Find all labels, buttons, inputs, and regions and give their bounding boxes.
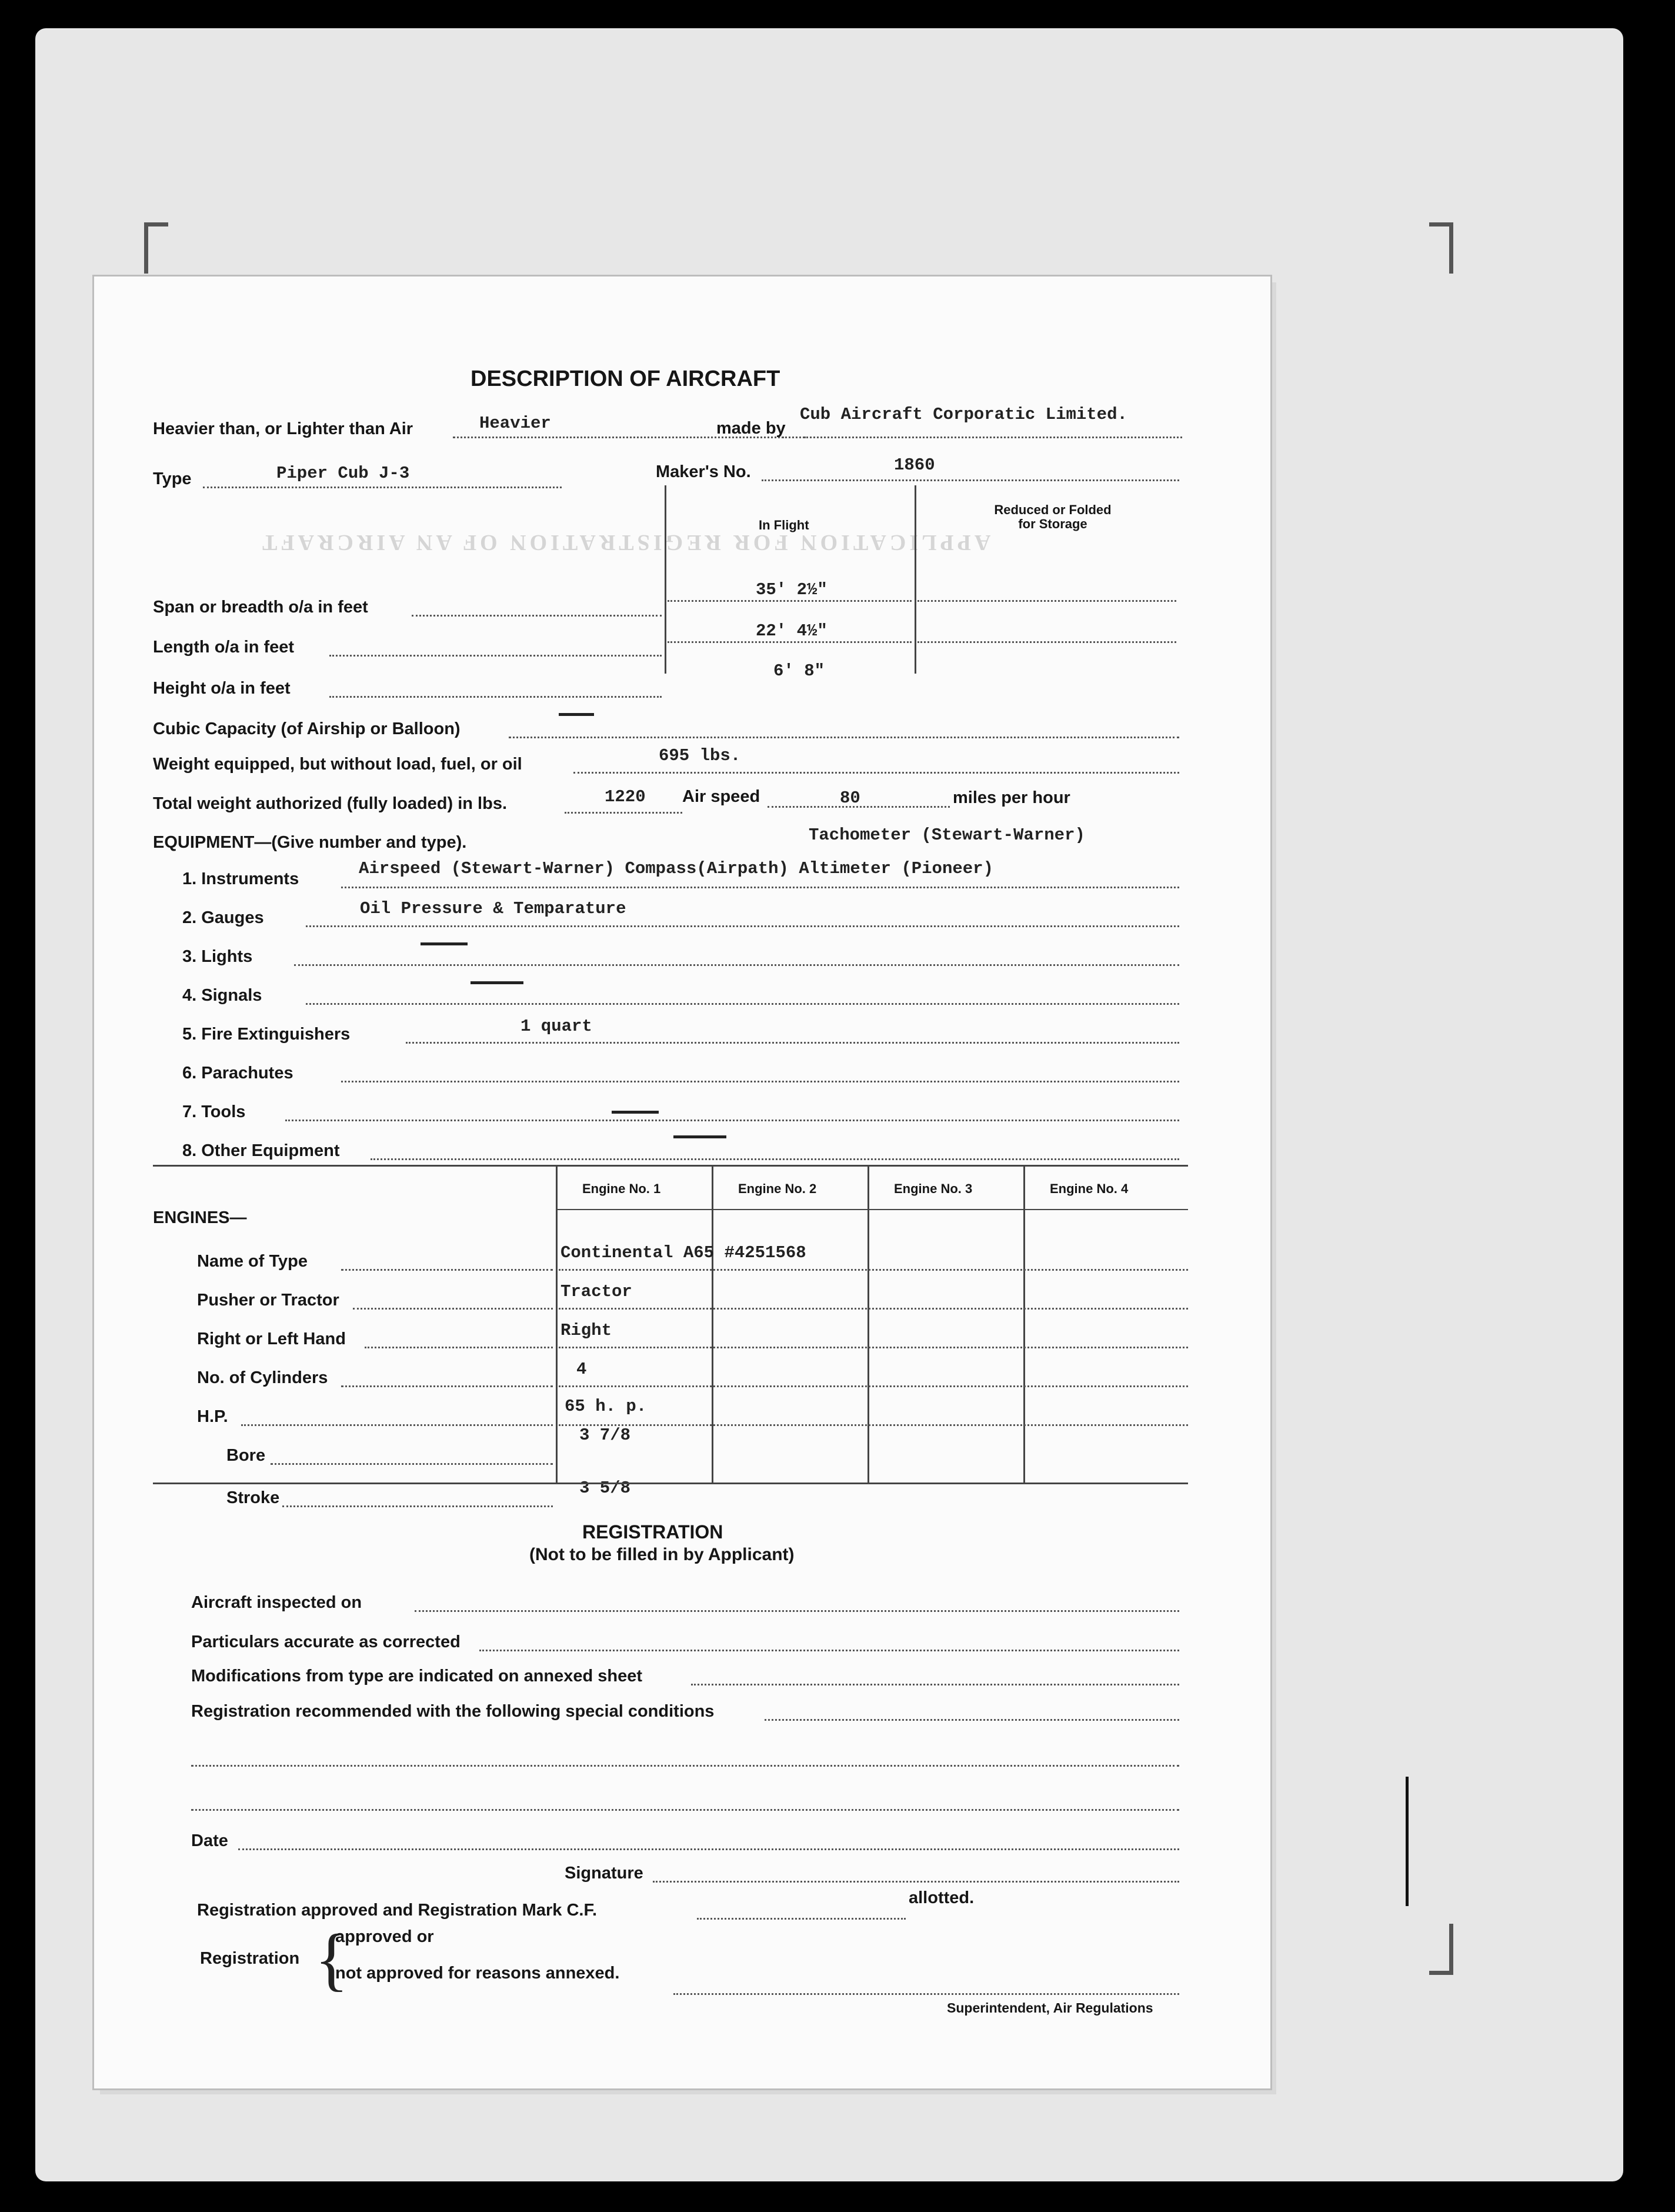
modifications-label: Modifications from type are indicated on annexed sheet (191, 1667, 643, 1685)
equipment-line (341, 887, 1179, 888)
signature-label: Signature (565, 1864, 643, 1883)
dim-folded-line (917, 600, 1176, 602)
accurate-line (479, 1650, 1179, 1651)
recommended-line (765, 1719, 1179, 1721)
engine-row-line (341, 1385, 553, 1387)
engine-col-header: Engine No. 1 (582, 1181, 661, 1196)
dim-row-line (329, 696, 662, 698)
dim-folded-line (917, 641, 1176, 643)
engine-row-label: Right or Left Hand (197, 1330, 346, 1348)
lights-blank (421, 942, 468, 945)
equipment-item-label: 5. Fire Extinguishers (182, 1025, 351, 1044)
equipment-item-label: 1. Instruments (182, 870, 299, 888)
modifications-line (691, 1684, 1179, 1685)
dim-value-line (668, 600, 912, 602)
engine-col-header: Engine No. 3 (894, 1181, 973, 1196)
engine-cell-line (559, 1424, 1188, 1426)
engines-bottom-rule (153, 1483, 1188, 1484)
date-label: Date (191, 1831, 228, 1850)
type-label: Type (153, 469, 192, 488)
conditions-line (191, 1809, 1179, 1811)
dim-row-value: 22' 4½" (756, 621, 828, 641)
engine-row-label: Name of Type (197, 1252, 308, 1271)
equipment-line (406, 1042, 1179, 1044)
crop-mark-top-left (144, 222, 168, 274)
equipment-line (341, 1081, 1179, 1082)
engine-row-line (341, 1269, 553, 1271)
bleed-through-text: APPLICATION FOR REGISTRATION OF AN AIRCRAFT (259, 530, 991, 555)
dim-row-line (329, 655, 662, 657)
dim-divider-1 (665, 485, 666, 674)
allotted-label: allotted. (909, 1888, 975, 1907)
engine-row-label: Stroke (226, 1488, 280, 1507)
engine-row-value: 3 5/8 (579, 1478, 631, 1498)
cubic-capacity-blank (559, 713, 594, 716)
made-by-line (782, 437, 1182, 438)
equipment-item-label: 4. Signals (182, 986, 262, 1005)
engines-header: ENGINES— (153, 1208, 247, 1227)
engine-row-value: Right (560, 1321, 612, 1340)
tachometer-value: Tachometer (Stewart-Warner) (809, 825, 1085, 845)
engine-cell-line (559, 1308, 1188, 1310)
engine-col-header: Engine No. 4 (1050, 1181, 1129, 1196)
equipment-item-label: 6. Parachutes (182, 1064, 293, 1082)
engine-cell-line (559, 1385, 1188, 1387)
engine-row-value: Continental A65 #4251568 (560, 1243, 806, 1262)
engine-row-line (271, 1463, 553, 1465)
other-equipment-blank (673, 1135, 726, 1138)
engine-row-label: Bore (226, 1446, 266, 1465)
equipment-item-label: 3. Lights (182, 947, 253, 966)
registration-label: Registration (200, 1949, 300, 1968)
inspected-label: Aircraft inspected on (191, 1593, 362, 1612)
crop-mark-bottom-right (1429, 1924, 1453, 1975)
approved-or-label: approved or (335, 1927, 434, 1946)
equipment-item-label: 2. Gauges (182, 908, 264, 927)
signature-line (653, 1881, 1179, 1883)
approved-mark-label: Registration approved and Registration Mark C.F. (197, 1901, 597, 1920)
made-by-value: Cub Aircraft Corporatic Limited. (800, 405, 1127, 424)
signals-blank (471, 981, 523, 984)
equipment-item-label: 7. Tools (182, 1102, 246, 1121)
in-flight-header: In Flight (759, 518, 809, 532)
dim-value-line (668, 641, 912, 643)
dim-row-value: 6' 8" (773, 661, 825, 681)
weight-equipped-value: 695 lbs. (659, 746, 741, 765)
engine-cell-line (559, 1269, 1188, 1271)
makers-no-line (762, 479, 1179, 481)
engine-col-header: Engine No. 2 (738, 1181, 817, 1196)
engine-row-label: H.P. (197, 1407, 228, 1426)
dim-row-label: Height o/a in feet (153, 679, 291, 698)
equipment-line (285, 1120, 1179, 1121)
air-speed-line (768, 806, 950, 808)
engine-row-value: 65 h. p. (565, 1397, 647, 1416)
brace: { (315, 1920, 349, 1998)
date-line (238, 1848, 1179, 1850)
dim-divider-2 (915, 485, 916, 674)
engine-col-divider (1023, 1165, 1025, 1483)
total-weight-value: 1220 (605, 787, 646, 807)
engine-col-divider (867, 1165, 869, 1483)
engine-col-divider (556, 1165, 558, 1483)
engine-row-value: 4 (576, 1360, 587, 1379)
dim-row-value: 35' 2½" (756, 580, 828, 599)
folded-header: Reduced or Folded for Storage (994, 502, 1112, 532)
total-weight-line (565, 812, 682, 814)
accurate-label: Particulars accurate as corrected (191, 1633, 461, 1651)
cubic-capacity-line (509, 737, 1179, 738)
engine-row-value: Tractor (560, 1282, 632, 1301)
cubic-capacity-label: Cubic Capacity (of Airship or Balloon) (153, 719, 461, 738)
heavier-label: Heavier than, or Lighter than Air (153, 419, 413, 438)
dim-row-line (412, 615, 662, 617)
made-by-label: made by (716, 419, 786, 438)
heavier-value: Heavier (479, 414, 551, 433)
engine-cell-line (559, 1347, 1188, 1348)
equipment-item-label: 8. Other Equipment (182, 1141, 340, 1160)
mph-label: miles per hour (953, 788, 1070, 807)
dim-row-label: Length o/a in feet (153, 638, 295, 657)
registration-subtitle: (Not to be filled in by Applicant) (529, 1545, 795, 1564)
engine-row-label: No. of Cylinders (197, 1368, 328, 1387)
air-speed-label: Air speed (682, 787, 760, 806)
engine-row-line (365, 1347, 553, 1348)
inspected-line (415, 1610, 1179, 1612)
engine-row-line (282, 1505, 553, 1507)
makers-no-value: 1860 (894, 455, 935, 475)
makers-no-label: Maker's No. (656, 462, 751, 481)
engine-row-value: 3 7/8 (579, 1425, 631, 1445)
conditions-line (191, 1765, 1179, 1767)
form-title: DESCRIPTION OF AIRCRAFT (471, 367, 780, 391)
registration-title: REGISTRATION (582, 1521, 723, 1543)
equipment-line (371, 1158, 1179, 1160)
equipment-line (306, 1003, 1179, 1005)
type-value: Piper Cub J-3 (276, 464, 410, 483)
superintendent-line (673, 1993, 1179, 1995)
equipment-header: EQUIPMENT—(Give number and type). (153, 833, 467, 852)
mark-line (697, 1918, 906, 1920)
type-line (203, 487, 562, 488)
crop-mark-top-right (1429, 222, 1453, 274)
equipment-item-value: Oil Pressure & Temparature (360, 899, 626, 918)
engine-header-rule (556, 1209, 1188, 1210)
equipment-item-value: Airspeed (Stewart-Warner) Compass(Airpath) Altimeter (Pioneer) (359, 859, 993, 878)
tools-blank (612, 1111, 659, 1114)
aircraft-description-form (94, 276, 1270, 2088)
equipment-line (294, 964, 1179, 966)
dim-row-label: Span or breadth o/a in feet (153, 598, 368, 617)
engine-row-line (353, 1308, 553, 1310)
engines-top-rule (153, 1165, 1188, 1167)
superintendent-label: Superintendent, Air Regulations (947, 2000, 1153, 2016)
not-approved-label: not approved for reasons annexed. (335, 1964, 620, 1983)
total-weight-label: Total weight authorized (fully loaded) in lbs. (153, 794, 508, 813)
weight-equipped-label: Weight equipped, but without load, fuel, or oil (153, 755, 522, 774)
recommended-label: Registration recommended with the following special conditions (191, 1702, 715, 1721)
weight-equipped-line (573, 772, 1179, 774)
air-speed-value: 80 (840, 788, 860, 808)
engine-row-line (241, 1424, 553, 1426)
equipment-line (306, 925, 1179, 927)
edge-mark (1406, 1777, 1409, 1906)
equipment-item-value: 1 quart (520, 1017, 592, 1036)
engine-col-divider (712, 1165, 713, 1483)
engine-row-label: Pusher or Tractor (197, 1291, 339, 1310)
